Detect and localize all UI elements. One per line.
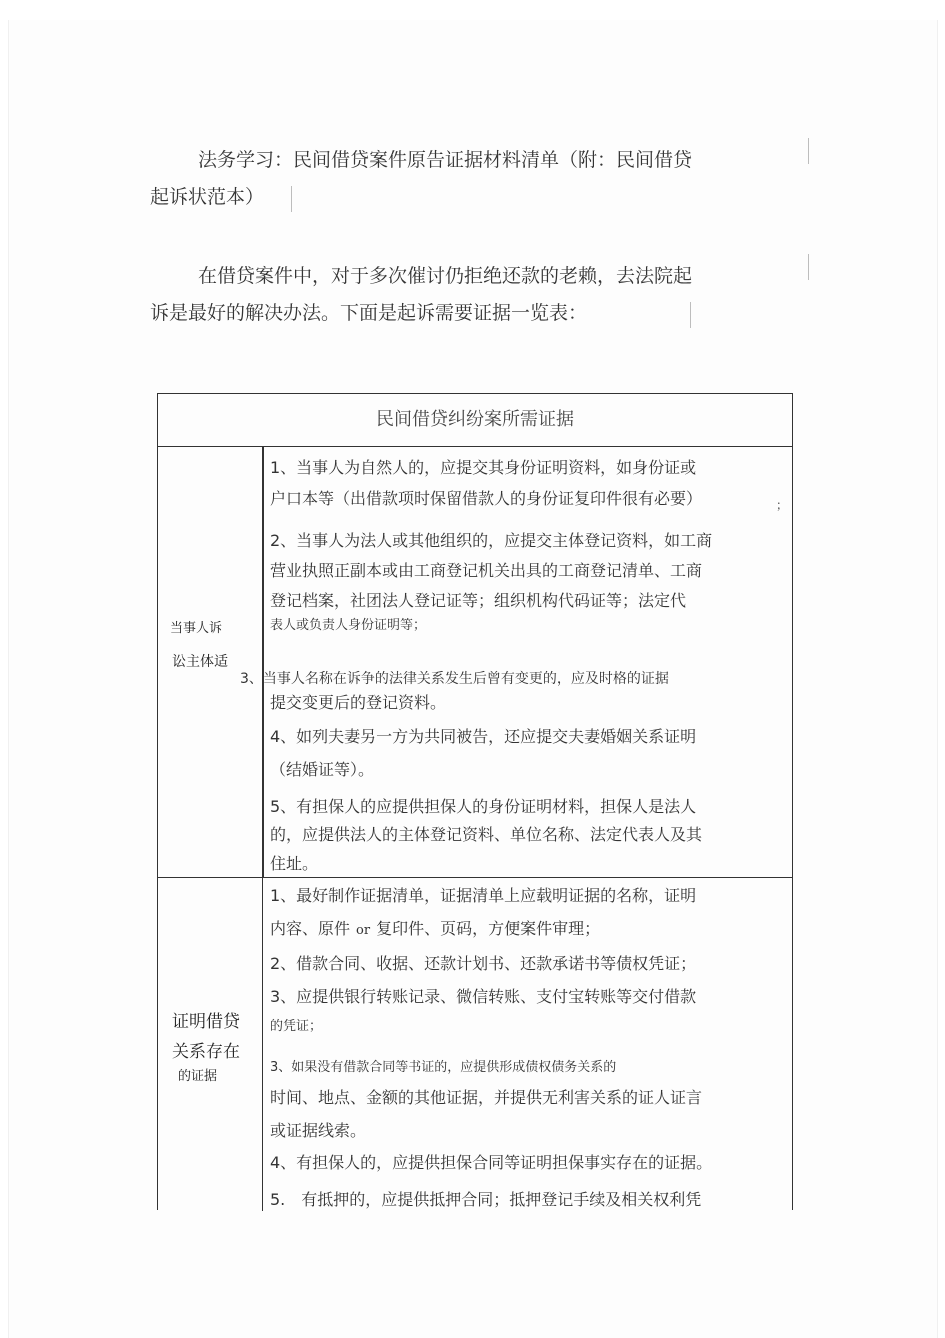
margin-mark: [808, 138, 809, 164]
row-item: 提交变更后的登记资料。: [270, 693, 447, 712]
row-item: 住址。: [270, 854, 319, 873]
row-item: 时间、地点、金额的其他证据，并提供无利害关系的证人证言: [270, 1088, 703, 1107]
row-label-line: 证明借贷: [172, 1012, 240, 1032]
row-item: 表人或负责人身份证明等；: [270, 618, 427, 633]
row-item: 4、有担保人的，应提供担保合同等证明担保事实存在的证据。: [270, 1153, 713, 1172]
margin-mark: [808, 254, 809, 280]
row-item: 3、应提供银行转账记录、微信转账、支付宝转账等交付借款: [270, 987, 697, 1006]
row-item: 营业执照正副本或由工商登记机关出具的工商登记清单、工商: [270, 561, 703, 580]
margin-mark: [291, 186, 292, 212]
row-label-line: 关系存在: [172, 1042, 240, 1062]
row-item-part: 内容、原件: [270, 919, 351, 938]
evidence-table: [157, 393, 793, 1210]
title-line-2: 起诉状范本）: [150, 186, 265, 208]
stray-mark: ；: [776, 498, 789, 512]
row-item: 5、有担保人的应提供担保人的身份证明材料，担保人是法人: [270, 797, 697, 816]
row-label-line: 讼主体适: [172, 654, 228, 670]
intro-line-2: 诉是最好的解决办法。下面是起诉需要证据一览表：: [150, 302, 588, 324]
table-row: [158, 878, 792, 1211]
row-item: 登记档案，社团法人登记证等；组织机构代码证等；法定代: [270, 591, 687, 610]
row-item: 1、当事人为自然人的，应提交其身份证明资料，如身份证或: [270, 458, 697, 477]
row-item: [270, 916, 600, 939]
row-item: 2、当事人为法人或其他组织的，应提交主体登记资料，如工商: [270, 531, 713, 550]
row-item: 4、如列夫妻另一方为共同被告，还应提交夫妻婚姻关系证明: [270, 727, 697, 746]
title-line-1: 法务学习：民间借贷案件原告证据材料清单（附：民间借贷: [198, 149, 693, 171]
column-divider: [262, 446, 264, 877]
row-item: 3、如果没有借款合同等书证的，应提供形成债权债务关系的: [270, 1060, 617, 1075]
row-item: 的，应提供法人的主体登记资料、单位名称、法定代表人及其: [270, 825, 703, 844]
table-row: [158, 446, 792, 878]
row-item: （结婚证等）。: [270, 760, 375, 779]
row-item-part: 复印件、页码，方便案件审理；: [376, 919, 601, 938]
intro-line-1: 在借贷案件中，对于多次催讨仍拒绝还款的老赖，去法院起: [198, 265, 693, 287]
row-label-line: 的证据: [178, 1069, 218, 1084]
column-divider: [262, 878, 263, 1211]
row-item: 或证据线索。: [270, 1121, 367, 1140]
row-item: 的凭证；: [270, 1019, 323, 1034]
intro-paragraph: [150, 258, 750, 332]
row-item-part: or: [356, 923, 371, 938]
row-item: 2、借款合同、收据、还款计划书、还款承诺书等债权凭证；: [270, 954, 697, 973]
row-label-line: 当事人诉: [170, 621, 223, 636]
row-item: 5. 有抵押的，应提供抵押合同；抵押登记手续及相关权利凭: [270, 1190, 702, 1209]
margin-mark: [690, 302, 691, 328]
document-title: [150, 142, 750, 216]
table-title: 民间借贷纠纷案所需证据: [158, 394, 792, 447]
row-item: 3、当事人名称在诉争的法律关系发生后曾有变更的，应及时格的证据: [240, 671, 669, 687]
row-item: 户口本等（出借款项时保留借款人的身份证复印件很有必要）: [270, 489, 703, 508]
row-item: 1、最好制作证据清单，证据清单上应载明证据的名称，证明: [270, 886, 697, 905]
